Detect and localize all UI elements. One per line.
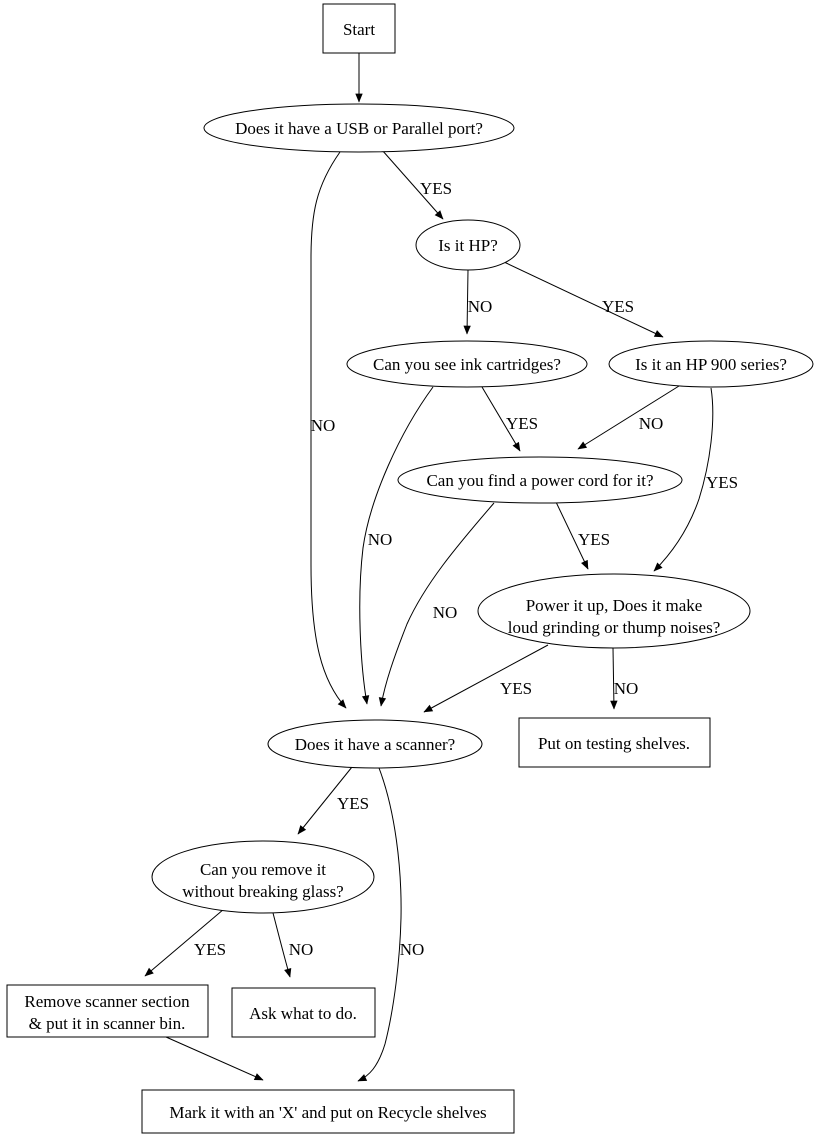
node-ink-cartridges [347,341,587,387]
node-hp-900-series [609,341,813,387]
edge-label-hp-ink: NO [467,297,493,316]
edge-label-ink-scanner: NO [367,530,393,549]
recycle-shelves-label: Mark it with an 'X' and put on Recycle shelves [169,1103,487,1122]
edge-label-cord-scanner: NO [432,603,458,622]
remove-glass-label-line2: without breaking glass? [182,882,344,901]
node-scanner [268,720,482,768]
scanner-bin-label-line2: & put it in scanner bin. [28,1014,186,1033]
edge-bin-recycle [166,1037,263,1080]
scanner-bin-label-line1: Remove scanner section [24,992,190,1011]
node-is-it-hp [416,220,520,270]
edge-label-powerup-testing: NO [613,679,639,698]
testing-shelves-label: Put on testing shelves. [537,734,691,753]
edge-label-ink-cord: YES [505,414,539,433]
edge-label-hp900-powerup: YES [705,473,739,492]
edge-label-hp-hp900: YES [601,297,635,316]
power-it-up-label-line2: loud grinding or thump noises? [507,618,721,637]
edge-label-glass-ask: NO [288,940,314,959]
node-testing-shelves [519,718,710,767]
ask-what-to-do-label: Ask what to do. [249,1004,357,1023]
ink-cartridges-label: Can you see ink cartridges? [373,355,561,374]
edge-label-glass-bin: YES [193,940,227,959]
node-ask-what-to-do [232,988,375,1037]
power-it-up-label-line1: Power it up, Does it make [525,596,703,615]
node-usb-port [204,104,514,152]
node-scanner-bin [7,985,208,1037]
node-start [323,4,395,53]
usb-port-label: Does it have a USB or Parallel port? [235,119,483,138]
edge-label-usb-scanner: NO [310,416,336,435]
edge-label-hp900-cord: NO [638,414,664,433]
edge-label-powerup-scanner: YES [499,679,533,698]
hp-900-series-label: Is it an HP 900 series? [635,355,787,374]
node-recycle-shelves [142,1090,514,1133]
edges [145,53,713,1081]
edge-label-usb-hp: YES [419,179,453,198]
remove-glass-label-line1: Can you remove it [199,860,327,879]
edge-label-cord-powerup: YES [577,530,611,549]
is-it-hp-label: Is it HP? [438,236,498,255]
node-power-it-up [478,574,750,648]
edge-hp900-cord-no [578,386,679,449]
edge-glass-ask-no [273,913,290,977]
node-remove-glass [152,841,374,913]
scanner-label: Does it have a scanner? [294,735,456,754]
edge-label-scanner-glass: YES [336,794,370,813]
edge-hp-hp900-yes [504,262,663,337]
start-label: Start [342,20,376,39]
edge-label-scanner-recycle: NO [399,940,425,959]
power-cord-label: Can you find a power cord for it? [426,471,654,490]
node-power-cord [398,457,682,503]
